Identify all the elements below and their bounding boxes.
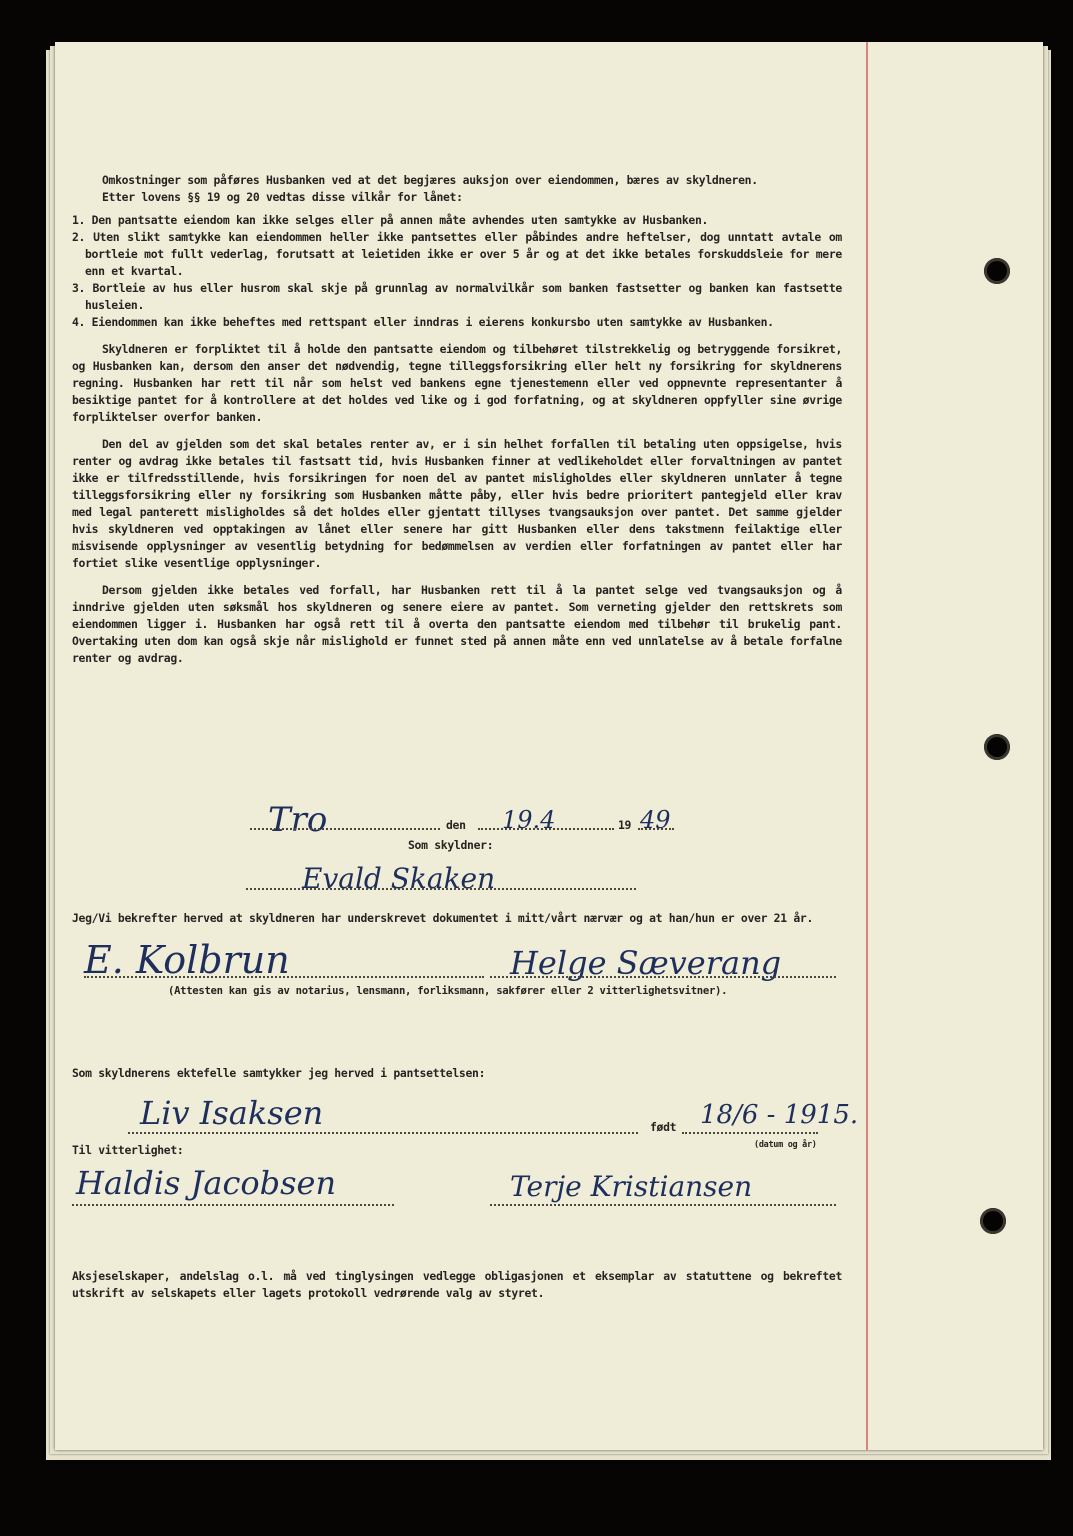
spouse-consent: Som skyldnerens ektefelle samtykker jeg herved i pantsettelsen: [72, 1066, 486, 1080]
witness-signature-left: E. Kolbrun [84, 938, 290, 982]
place-handwriting: Tro [268, 800, 328, 840]
born-label: født [650, 1120, 677, 1134]
condition-item: 3. Bortleie av hus eller husrom skal skje på grunnlag av normalvilkår som banken fastsetter og banken kan fastsette husleien. [72, 281, 842, 312]
place-dotted-line [250, 828, 440, 830]
year-prefix: 19 [618, 818, 632, 832]
born-date-line [682, 1132, 818, 1134]
spouse-witness-line-right [490, 1204, 836, 1206]
witness-line-right [490, 976, 836, 978]
den-label: den [446, 818, 466, 832]
default-paragraph: Den del av gjelden som det skal betales renter av, er i sin helhet forfallen til betaling uten oppsigelse, hvis renter og avdrag ikke betales til fastsatt tid, hvis Husbanken finner at vedlikeholdet eller forvaltningen av pantet ikke er tilfredsstillende, hvis forsikringen for noen del av pantet misligholdes eller skyldneren unnlater å tegne tilleggsforsikring eller ny forsikring som Husbanken måtte påby, eller hvis bedre prioritert pantegjeld eller krav med legal panterett misligholdes så det holdes eller gjentatt tillyses tvangsauksjon over pantet. Det samme gjelder hvis skyldneren ved opptakingen av lånet eller senere har gitt Husbanken eller dens takstmenn feilaktige eller misvisende opplysninger av vesentlig betydning for bedømmelsen av verdien eller forfatningen av pantet eller har fortiet slike vesentlige opplysninger. [72, 437, 842, 570]
conditions-list [72, 212, 842, 331]
year-dotted-line [638, 828, 674, 830]
witness-label: Til vitterlighet: [72, 1143, 184, 1157]
date-handwriting: 19.4 [502, 806, 556, 834]
debtor-signature-line [246, 888, 636, 890]
condition-item: 4. Eiendommen kan ikke beheftes med rettspant eller inndras i eierens konkursbo uten samtykke av Husbanken. [72, 315, 774, 329]
punch-hole-middle [984, 734, 1010, 760]
punch-hole-top [984, 258, 1010, 284]
footer-note: Aksjeselskaper, andelslag o.l. må ved tinglysingen vedlegge obligasjonen et eksemplar av statuttene og bekreftet utskrift av selskapets eller lagets protokoll vedrørende valg av styret. [72, 1269, 842, 1300]
attest-note: (Attesten kan gis av notarius, lensmann, forliksmann, sakfører eller 2 vitterlighetsvitner). [168, 985, 728, 997]
spouse-witness-left: Haldis Jacobsen [76, 1164, 337, 1202]
debtor-signature: Evald Skaken [302, 862, 496, 895]
year-handwriting: 49 [640, 806, 671, 834]
condition-item: 1. Den pantsatte eiendom kan ikke selges eller på annen måte avhendes uten samtykke av Husbanken. [72, 213, 709, 227]
condition-item: 2. Uten slikt samtykke kan eiendommen heller ikke pantsettes eller påbindes andre heftelser, dog unntatt avtale om bortleie mot fullt vederlag, forutsatt at leietiden ikke er over 5 år og at det ikke betales forskuddsleie for mere enn et kvartal. [72, 230, 842, 278]
spouse-witness-line-left [72, 1204, 394, 1206]
born-hint: (datum og år) [754, 1140, 817, 1150]
spouse-signature: Liv Isaksen [140, 1094, 324, 1132]
insurance-paragraph: Skyldneren er forpliktet til å holde den pantsatte eiendom og tilbehøret tilstrekkelig og betryggende forsikret, og Husbanken kan, dersom den anser det nødvendig, tegne tilleggsforsikring eller helt ny forsikring for skyldnerens regning. Husbanken har rett til når som helst ved bankens egne tjenestemenn eller ved oppnevnte representanter å besiktige pantet for å kontrollere at det holdes ved like og i god forfatning, og at skyldneren oppfyller sine øvrige forpliktelser overfor banken. [72, 342, 842, 424]
spouse-witness-right: Terje Kristiansen [510, 1170, 753, 1203]
conditions-intro: Etter lovens §§ 19 og 20 vedtas disse vilkår for lånet: [102, 190, 463, 204]
terms-text [72, 172, 842, 667]
witness-statement: Jeg/Vi bekrefter herved at skyldneren har underskrevet dokumentet i mitt/vårt nærvær og at han/hun er over 21 år. [72, 911, 814, 925]
costs-paragraph: Omkostninger som påføres Husbanken ved at det begjæres auksjon over eiendommen, bæres av skyldneren. [102, 173, 758, 187]
witness-line-left [84, 976, 484, 978]
foreclosure-paragraph: Dersom gjelden ikke betales ved forfall, har Husbanken rett til å la pantet selge ved tvangsauksjon og å inndrive gjelden uten søksmål hos skyldneren og senere eiere av pantet. Som verneting gjelder den rettskrets som eiendommen ligger i. Husbanken har også rett til å overta den pantsatte eiendom med tilbehør til brukelig pant. Overtaking uten dom kan også skje når mislighold er funnet sted på annen måte enn ved unnlatelse av å betale forfalne renter og avdrag. [72, 583, 842, 665]
born-date: 18/6 - 1915. [700, 1100, 859, 1130]
punch-hole-bottom [980, 1208, 1006, 1234]
witness-signature-right: Helge Sæverang [510, 944, 782, 982]
spouse-signature-line [128, 1132, 638, 1134]
debtor-label: Som skyldner: [408, 838, 494, 852]
margin-rule [866, 42, 868, 1450]
